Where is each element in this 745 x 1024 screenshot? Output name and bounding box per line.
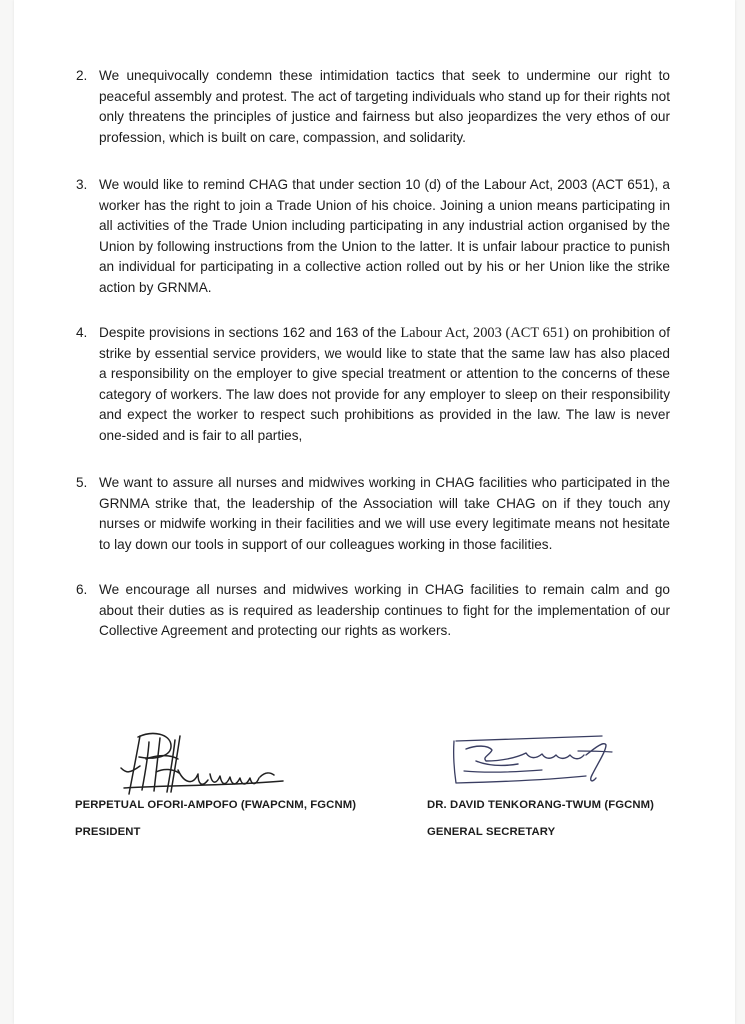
item-number: 5. xyxy=(76,475,88,490)
item-text-part: on prohibition of strike by essential service providers, we would like to state that the same law has also placed a responsibility on the employer to give special treatment or attention to the concerns of these category of workers. The law does not provide for any employer to sleep on their responsibility and expect the worker to respect such prohibitions as provided in the law. The law is never one-sided and is fair to all parties, xyxy=(99,325,670,443)
item-number: 3. xyxy=(76,177,88,192)
item-number: 2. xyxy=(76,68,88,83)
list-item-6 xyxy=(76,580,670,642)
list-item-5 xyxy=(76,473,670,555)
president-signature xyxy=(118,728,294,800)
list-item-2 xyxy=(76,66,670,148)
president-name: PERPETUAL OFORI-AMPOFO (FWAPCNM, FGCNM) xyxy=(75,799,357,811)
item-text: We encourage all nurses and midwives working in CHAG facilities to remain calm and go about their duties as is required as leadership continues to fight for the implementation of our Collective Agreement and protecting our rights as workers. xyxy=(99,582,670,639)
president-title: PRESIDENT xyxy=(75,826,141,838)
item-text xyxy=(99,323,670,447)
item-number: 6. xyxy=(76,582,88,597)
item-text: We want to assure all nurses and midwives working in CHAG facilities who participated in the GRNMA strike that, the leadership of the Association will take CHAG on if they touch any nurses or midwife working in their facilities and we will use every legitimate means not hesitate to lay down our tools in support of our colleagues working in those facilities. xyxy=(99,475,670,552)
act-reference: Labour Act, 2003 (ACT 651) xyxy=(400,325,570,341)
list-item-3 xyxy=(76,175,670,299)
item-text: We would like to remind CHAG that under section 10 (d) of the Labour Act, 2003 (ACT 651), a worker has the right to join a Trade Union of his choice. Joining a union means participating in all activities of the Trade Union including participating in any industrial action organised by the Union by following instructions from the Union to the latter. It is unfair labour practice to punish an individual for participating in a collective action rolled out by his or her Union like the strike action by GRNMA. xyxy=(99,177,670,295)
general-secretary-name: DR. DAVID TENKORANG-TWUM (FGCNM) xyxy=(427,799,655,811)
item-text-part: Despite provisions in sections 162 and 163 of the xyxy=(99,325,401,340)
item-text: We unequivocally condemn these intimidation tactics that seek to undermine our right to peaceful assembly and protest. The act of targeting individuals who stand up for their rights not only threatens the principles of justice and fairness but also jeopardizes the very ethos of our profession, which is built on care, compassion, and solidarity. xyxy=(99,68,670,145)
general-secretary-title: GENERAL SECRETARY xyxy=(427,826,556,838)
general-secretary-signature xyxy=(446,731,622,791)
list-item-4 xyxy=(76,323,670,447)
item-number: 4. xyxy=(76,325,88,340)
